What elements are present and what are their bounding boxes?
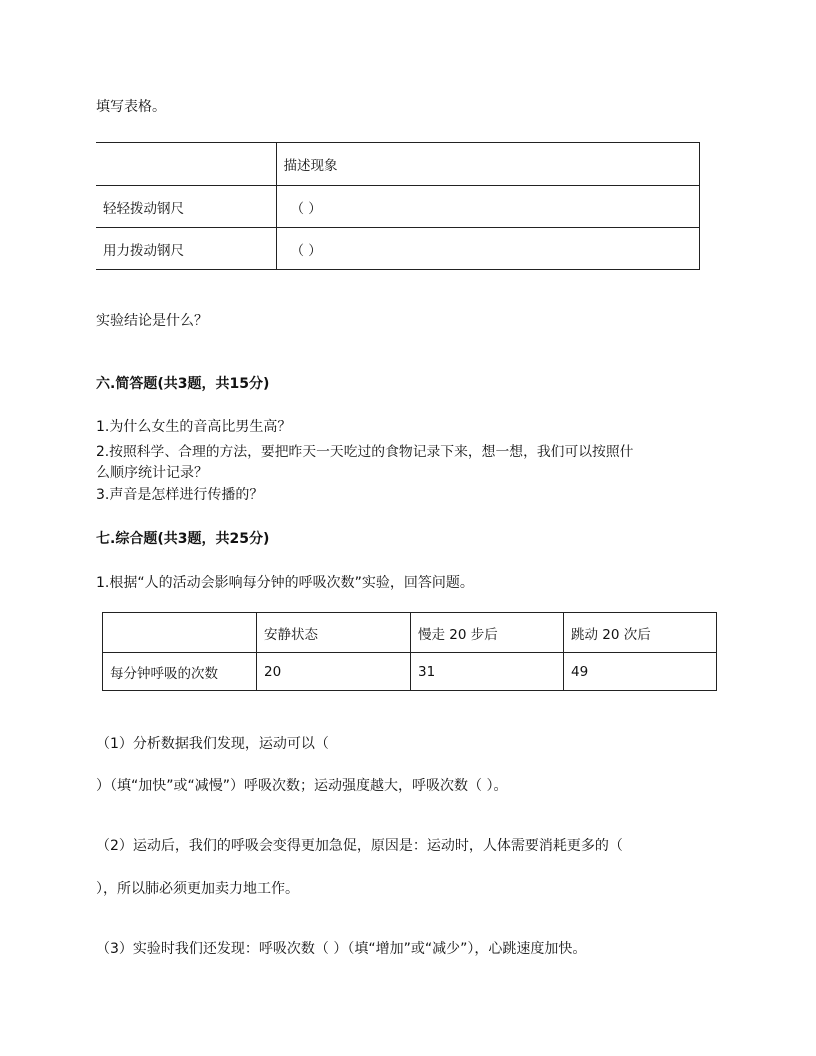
table-header-cell: 跳动 20 次后 [564, 613, 717, 653]
table-header-cell: 安静状态 [257, 613, 411, 653]
answer-blank[interactable]: （ ） [276, 228, 699, 270]
phenomenon-table [96, 142, 700, 270]
table-row [96, 143, 699, 186]
sub-question-2-line-2: ），所以肺必须更加卖力地工作。 [96, 881, 299, 897]
sub-question-3: （3）实验时我们还发现：呼吸次数（ ）（填“增加”或“减少”），心跳速度加快。 [96, 941, 587, 957]
comprehensive-question-intro: 1.根据“人的活动会影响每分钟的呼吸次数”实验，回答问题。 [96, 575, 474, 591]
conclusion-question: 实验结论是什么？ [96, 313, 208, 329]
table-row [96, 228, 699, 270]
table-row [96, 186, 699, 228]
fill-table-instruction: 填写表格。 [96, 99, 166, 115]
table-header-cell [96, 143, 276, 186]
table-header-cell [103, 613, 257, 653]
table-row [103, 613, 717, 653]
section-6-title: 六.简答题(共3题，共15分) [96, 376, 270, 392]
question-1: 1.为什么女生的音高比男生高？ [96, 419, 292, 435]
answer-blank[interactable]: （ ） [276, 186, 699, 228]
section-7-title: 七.综合题(共3题，共25分) [96, 531, 270, 547]
table-cell: 轻轻拨动钢尺 [96, 186, 276, 228]
table-header-cell: 慢走 20 步后 [411, 613, 564, 653]
breathing-data-table [102, 612, 717, 691]
sub-question-1-line-2: ）（填“加快”或“减慢”）呼吸次数；运动强度越大，呼吸次数（ ）。 [96, 778, 508, 794]
table-cell: 31 [411, 653, 564, 691]
sub-question-2-line-1: （2）运动后，我们的呼吸会变得更加急促，原因是：运动时，人体需要消耗更多的（ [96, 838, 623, 854]
table-cell: 49 [564, 653, 717, 691]
question-2-line-2: 么顺序统计记录？ [96, 465, 208, 481]
question-3: 3.声音是怎样进行传播的？ [96, 487, 264, 503]
table-cell: 每分钟呼吸的次数 [103, 653, 257, 691]
question-2-line-1: 2.按照科学、合理的方法，要把昨天一天吃过的食物记录下来，想一想，我们可以按照什 [96, 444, 634, 460]
table-row [103, 653, 717, 691]
sub-question-1-line-1: （1）分析数据我们发现，运动可以（ [96, 736, 329, 752]
table-cell: 用力拨动钢尺 [96, 228, 276, 270]
table-cell: 20 [257, 653, 411, 691]
table-header-cell: 描述现象 [276, 143, 699, 186]
